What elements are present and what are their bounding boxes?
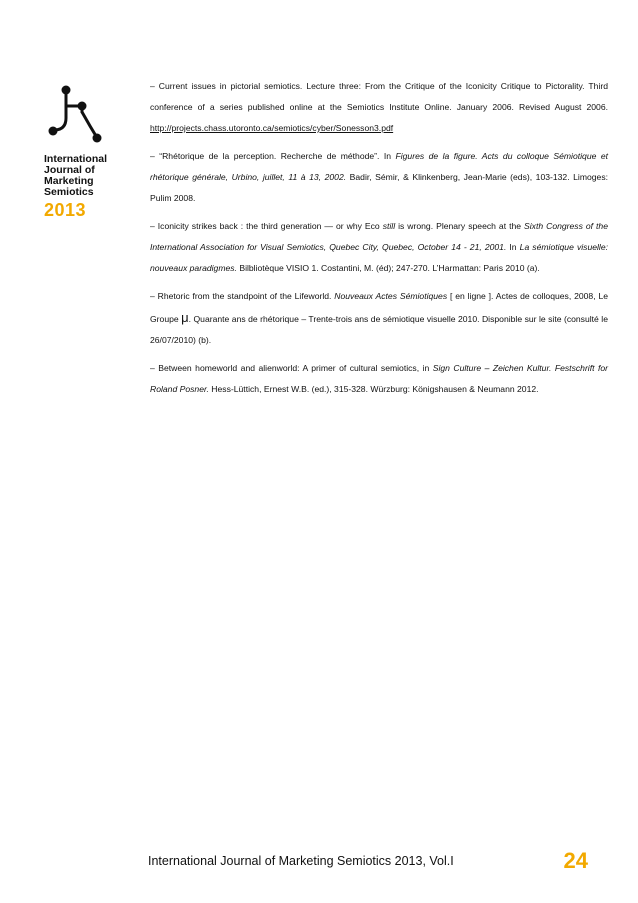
reference-italic: still (382, 221, 396, 231)
reference-text: Bilbliotèque VISIO 1. Costantini, M. (éd); 247-270. L’Harmattan: Paris 2010 (a). (236, 263, 540, 273)
logo-title (44, 154, 134, 198)
mu-symbol: μ (181, 310, 189, 325)
reference-link[interactable]: http://projects.chass.utoronto.ca/semiotics/cyber/Sonesson3.pdf (150, 123, 394, 133)
reference-text: [ en ligne ]. Actes de colloques, 2008, Le Groupe (150, 291, 608, 324)
reference-text: In (506, 242, 520, 252)
logo-line: Semiotics (44, 186, 94, 198)
logo-line: Marketing (44, 175, 94, 187)
reference-entry (150, 286, 608, 351)
logo-year: 2013 (44, 200, 87, 220)
logo-line: International (44, 153, 108, 165)
reference-italic: La sémiotique visuelle: nouveaux paradigmes. (150, 242, 608, 273)
reference-entry (150, 76, 608, 139)
reference-text: . Quarante ans de rhétorique – Trente-trois ans de sémiotique visuelle 2010. Disponible sur le site (consulté le 26/07/2010) (b). (150, 314, 608, 345)
reference-italic: Sixth Congress of the International Association for Visual Semiotics, Quebec City, Quebec, October 14 - 21, 2001. (150, 221, 608, 252)
footer-journal-title: International Journal of Marketing Semiotics 2013, Vol.I (148, 854, 454, 868)
reference-text: – “Rhétorique de la perception. Recherche de méthode”. In (150, 151, 396, 161)
reference-entry (150, 358, 608, 400)
reference-entry (150, 146, 608, 209)
reference-entry (150, 216, 608, 279)
reference-text: Badir, Sémir, & Klinkenberg, Jean-Marie (eds), 103-132. Limoges: Pulim 2008. (150, 172, 609, 203)
logo-mark-icon (44, 82, 106, 148)
journal-logo (44, 82, 134, 221)
page-footer (148, 848, 588, 874)
page-number: 24 (563, 848, 588, 873)
reference-italic: Sign Culture – Zeichen Kultur. Festschrift for Roland Posner. (150, 363, 608, 394)
reference-text: – Iconicity strikes back : the third generation — or why Eco (150, 221, 383, 231)
reference-text: Hess-Lüttich, Ernest W.B. (ed.), 315-328. Würzburg: Königshausen & Neumann 2012. (208, 384, 539, 394)
reference-text: – Current issues in pictorial semiotics. Lecture three: From the Critique of the Iconicity Critique to Pictorality. Third conference of a series published online at the Semiotics Institute Online. January 2006. Revised August 2006. (150, 81, 608, 112)
reference-text: – Between homeworld and alienworld: A primer of cultural semiotics, in (150, 363, 433, 373)
reference-list (150, 76, 608, 407)
reference-italic: Figures de la figure. Acts du colloque Sémiotique et rhétorique générale, Urbino, juillet, 11 à 13, 2002. (150, 151, 608, 182)
reference-text: – Rhetoric from the standpoint of the Lifeworld. (150, 291, 335, 301)
logo-line: Journal of (44, 164, 95, 176)
reference-text: is wrong. Plenary speech at the (395, 221, 525, 231)
reference-italic: Nouveaux Actes Sémiotiques (334, 291, 448, 301)
